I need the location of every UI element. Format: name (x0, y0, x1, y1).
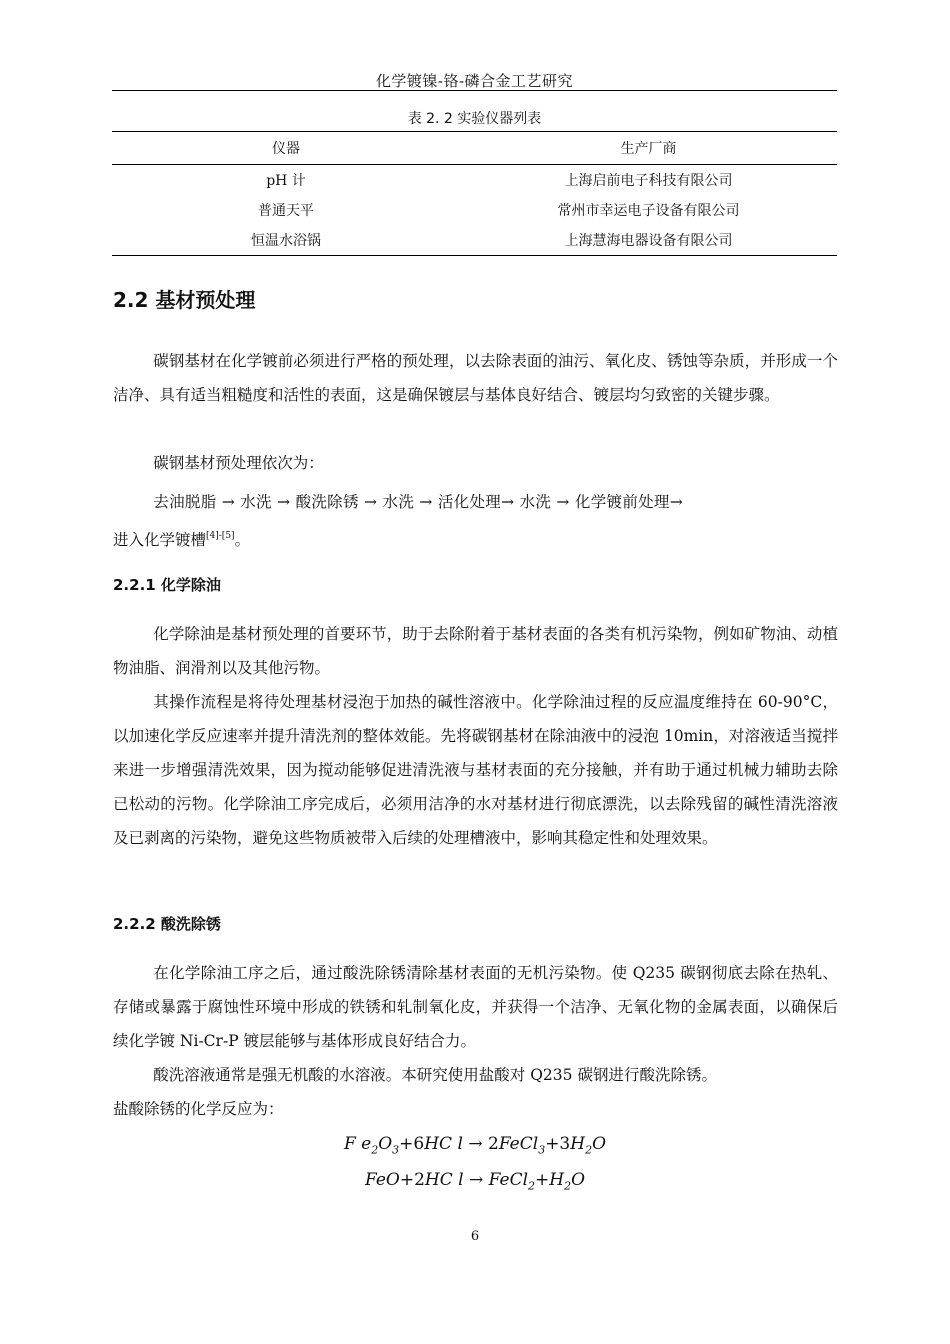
section-heading: 2.2 基材预处理 (113, 288, 256, 312)
page-number: 6 (470, 1229, 480, 1244)
table-row (112, 195, 837, 225)
paragraph: 其操作流程是将待处理基材浸泡于加热的碱性溶液中。化学除油过程的反应温度维持在 60-90°C，以加速化学反应速率并提升清洗剂的整体效能。先将碳钢基材在除油液中的浸泡 10min，对溶液适当搅拌来进一步增强清洗效果，因为搅动能够促进清洗液与基材表面的充分接触，并有助于通过机械力辅助去除已松动的污物。化学除油工序完成后，必须用洁净的水对基材进行彻底漂洗，以去除残留的碱性清洗溶液及已剥离的污染物，避免这些物质被带入后续的处理槽液中，影响其稳定性和处理效果。 (113, 693, 838, 847)
table-cell: 普通天平 (258, 203, 314, 219)
instrument-table (112, 131, 837, 256)
table-row (112, 225, 837, 255)
column-header: 仪器 (272, 141, 300, 157)
table-row (112, 165, 837, 195)
table-cell: 上海慧海电器设备有限公司 (564, 233, 733, 249)
flow-end-text: 进入化学镀槽 (113, 531, 207, 549)
citation: [4]-[5] (206, 531, 235, 541)
paragraph: 酸洗溶液通常是强无机酸的水溶液。本研究使用盐酸对 Q235 碳钢进行酸洗除锈。 (153, 1066, 717, 1084)
table-header-row (112, 132, 837, 165)
equation-2: FeO+2HC $l \to FeCl_2+H_2O$ (364, 1170, 586, 1193)
process-flow-end (113, 519, 838, 557)
flow-period: 。 (234, 531, 251, 549)
subsection-heading: 2.2.1 化学除油 (113, 576, 221, 594)
table-cell: 常州市幸运电子设备有限公司 (557, 203, 740, 219)
table-caption: 表 2. 2 实验仪器列表 (407, 111, 542, 127)
paragraph: 化学除油是基材预处理的首要环节，助于去除附着于基材表面的各类有机污染物，例如矿物油、动植物油脂、润滑剂以及其他污物。 (113, 625, 838, 677)
paragraph: 碳钢基材在化学镀前必须进行严格的预处理，以去除表面的油污、氧化皮、锈蚀等杂质，并形成一个洁净、具有适当粗糙度和活性的表面，这是确保镀层与基体良好结合、镀层均匀致密的关键步骤。 (113, 352, 838, 404)
process-flow-line: 去油脱脂 → 水洗 → 酸洗除锈 → 水洗 → 活化处理→ 水洗 → 化学镀前处理→ (153, 493, 684, 511)
paragraph: 碳钢基材预处理依次为： (153, 454, 324, 472)
table-cell: 恒温水浴锅 (251, 233, 321, 249)
table-cell: 上海启前电子科技有限公司 (564, 173, 733, 189)
column-header: 生产厂商 (620, 141, 677, 157)
paragraph: 在化学除油工序之后，通过酸洗除锈清除基材表面的无机污染物。使 Q235 碳钢彻底去除在热轧、存储或暴露于腐蚀性环境中形成的铁锈和轧制氧化皮，并获得一个洁净、无氧化物的金属表面，以确保后续化学镀 Ni-Cr-P 镀层能够与基体形成良好结合力。 (113, 964, 838, 1050)
header-rule (112, 90, 837, 91)
table-cell: pH 计 (266, 173, 306, 189)
paragraph: 盐酸除锈的化学反应为： (113, 1100, 284, 1118)
subsection-heading: 2.2.2 酸洗除锈 (113, 915, 221, 933)
running-header: 化学镀镍-铬-磷合金工艺研究 (375, 72, 574, 90)
equation-1: F $e_2O_3+6HC$ $l \to 2FeCl_3+3H_2O$ (343, 1134, 607, 1157)
